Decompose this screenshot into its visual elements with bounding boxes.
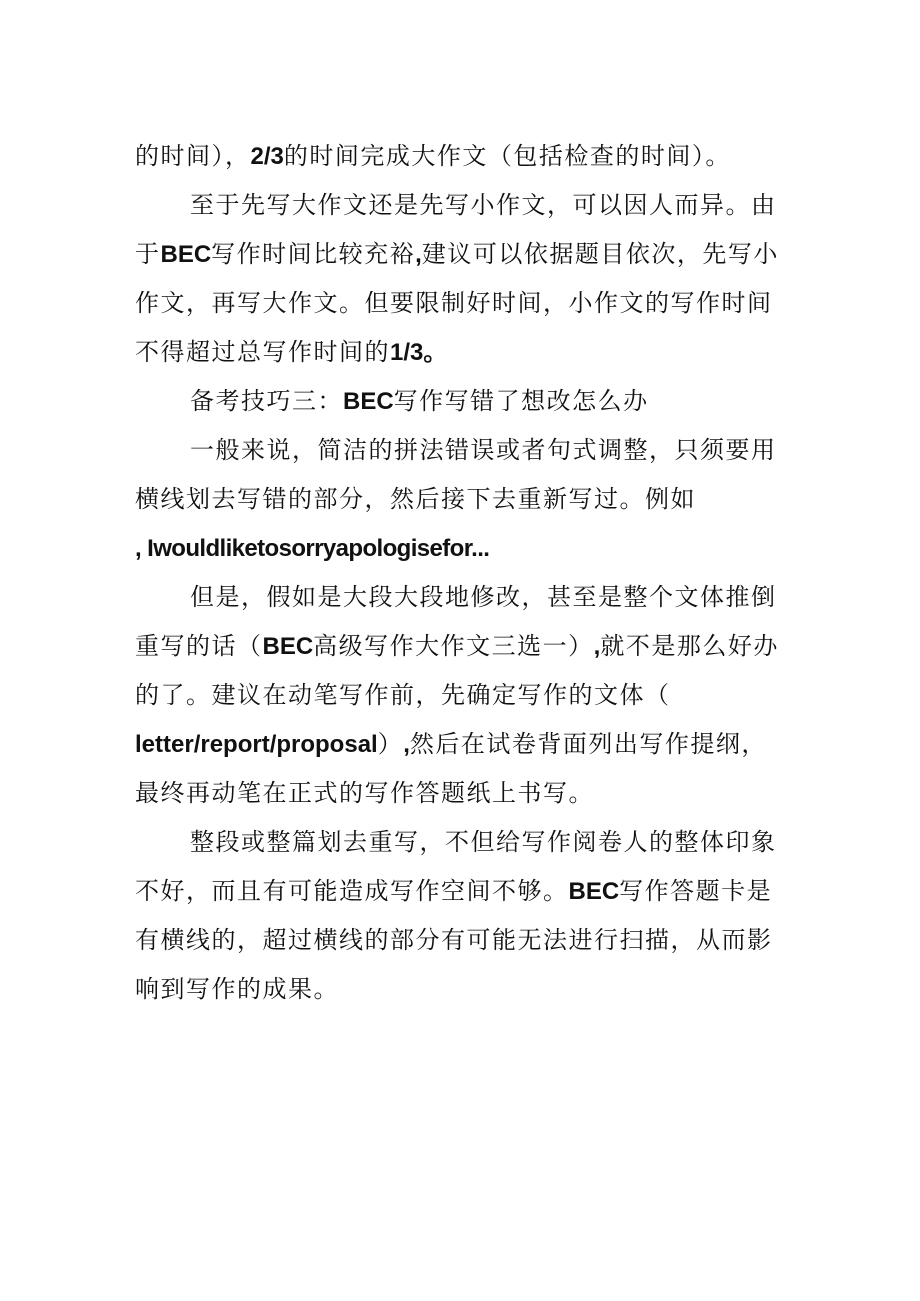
paragraph-line-9 [135,536,489,561]
paragraph-line-5 [135,340,447,365]
paragraph-line-13 [135,732,767,757]
text-run: 就不是那么好办 [600,632,779,660]
text-run: 的时间）， [135,142,251,170]
paragraph-line-10 [190,585,777,609]
text-run: ） [377,730,404,758]
text-run: 高级写作大作文三选一） [313,632,594,660]
bold-term-bec: BEC [568,878,620,905]
text-run: 至于先写大作文还是先写小作文，可以因人而异。由 [190,191,777,219]
text-run: 备考技巧三： [190,387,343,415]
paragraph-line-15 [190,830,777,854]
text-run: 横线划去写错的部分，然后接下去重新写过。例如 [135,485,696,513]
paragraph-line-2 [190,193,777,217]
text-run: 的时间完成大作文（包括检查的时间）。 [283,142,731,170]
text-run: 然后在试卷背面列出写作提纲， [409,730,767,758]
english-example: , Iwouldliketosorryapologisefor... [135,535,490,562]
paragraph-line-18 [135,977,339,1001]
paragraph-line-1 [135,144,731,169]
bold-fraction: 1/3。 [390,339,448,366]
text-run: 写作写错了想改怎么办 [393,387,649,415]
text-run: 写作时间比较充裕 [211,240,416,268]
paragraph-line-12 [135,683,671,707]
text-run: 建议可以依据题目依次，先写小 [421,240,779,268]
paragraph-line-11 [135,634,779,659]
bold-term-bec: BEC [262,633,314,660]
text-run: 写作答题卡是 [619,877,773,905]
comma: , [593,633,601,660]
text-run: 于 [135,240,161,268]
bold-fraction: 2/3 [250,143,284,170]
text-run: 不得超过总写作时间的 [135,338,390,366]
bold-term-bec: BEC [160,241,212,268]
bold-term-bec: BEC [343,388,394,415]
paragraph-line-4 [135,291,773,315]
paragraph-line-3 [135,242,779,267]
text-run: 最终再动笔在正式的写作答题纸上书写。 [135,779,594,807]
paragraph-line-7 [190,438,777,462]
english-genres: letter/report/proposal [135,731,378,758]
comma: , [403,731,410,758]
text-run: 一般来说，简洁的拼法错误或者句式调整，只须要用 [190,436,777,464]
text-run: 有横线的，超过横线的部分有可能无法进行扫描，从而影 [135,926,773,954]
paragraph-line-16 [135,879,772,904]
paragraph-line-8 [135,487,696,511]
section-heading [190,389,649,414]
text-run: 作文，再写大作文。但要限制好时间，小作文的写作时间 [135,289,773,317]
text-run: 响到写作的成果。 [135,975,339,1003]
text-run: 的了。建议在动笔写作前，先确定写作的文体（ [135,681,671,709]
comma: , [415,241,422,268]
text-run: 重写的话（ [135,632,263,660]
text-run: 整段或整篇划去重写，不但给写作阅卷人的整体印象 [190,828,777,856]
text-run: 但是，假如是大段大段地修改，甚至是整个文体推倒 [190,583,777,611]
paragraph-line-14 [135,781,594,805]
text-run: 不好，而且有可能造成写作空间不够。 [135,877,569,905]
paragraph-line-17 [135,928,773,952]
